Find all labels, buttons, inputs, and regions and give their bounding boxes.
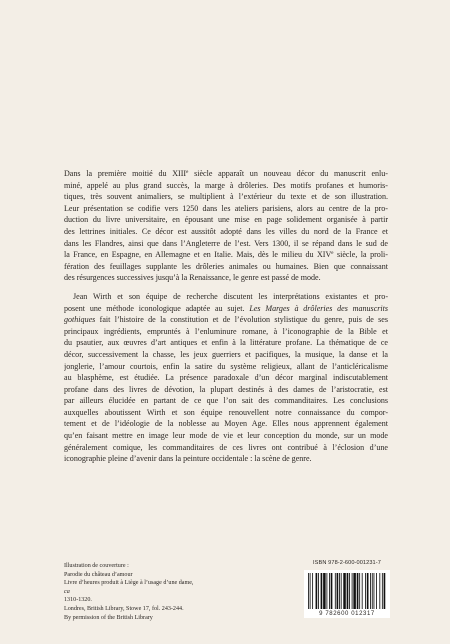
cover-illustration-credits: Illustration de couverture : Parodie du château d’amour Livre d’heures produit à Liège à l’usage d’une dame, ca 1310-1320. Londres, British Library, Stowe 17, fol. 243-244. By permission of the British Library (64, 563, 194, 621)
isbn-block (304, 560, 390, 618)
barcode-bar-11 (337, 573, 339, 609)
paragraph-2: Jean Wirth et son équipe de recherche discutent les interprétations existantes et pro- posent une méthode iconologique adaptée au sujet. Les Marges à drôleries des manuscrits gothiques fait l’histoire de la constitution et de l’évolution stylistique du genre, puis de ses principaux ingrédients, empruntés à l’enluminure romane, à l’iconographie de la Bible et du psautier, aux œuvres d’art antiques et enfin à la littérature profane. La thématique de ce décor, successivement la chasse, les jeux guerriers et pacifiques, la musique, la danse et la jonglerie, l’amour courtois, enfin la satire du système religieux, allant de l’anticléricalisme au blasphème, est étudiée. La présence paradoxale d’un décor marginal indiscutablement profane dans des livres de dévotion, la plupart destinés à des dames de l’aristocratie, est par ailleurs élucidée en partant de ce que l’on sait des commanditaires. Les conclusions auxquelles aboutissent Wirth et son équipe renouvellent notre connaissance du compor- tement et de l’idéologie de la noblesse au Moyen Age. Elles nous apprennent également qu’en faisant mettre en image leur mode de vie et leur conception du monde, sur un mode généralement comique, les commanditaires de ces livres ont contribué à l’éclosion d’une iconographie pleine d’avenir dans la peinture occidentale : la scène de genre. (64, 291, 388, 464)
barcode-bar-22 (365, 573, 366, 609)
barcode-bar-5 (321, 573, 323, 609)
barcode-bar-4 (318, 573, 319, 609)
barcode-bar-16 (349, 573, 350, 609)
barcode-bar-19 (357, 573, 359, 609)
barcode-bar-18 (353, 573, 356, 609)
barcode-bar-10 (335, 573, 336, 609)
barcode-bar-17 (352, 573, 353, 609)
barcode-bar-27 (376, 573, 377, 609)
barcode-bar-23 (367, 573, 369, 609)
barcode-bar-21 (362, 573, 363, 609)
barcode-bar-8 (329, 573, 330, 609)
book-title: Les Marges à drôleries des manuscrits (249, 303, 388, 313)
barcode-bar-13 (341, 573, 342, 609)
barcode-bar-6 (323, 573, 326, 609)
barcode-bar-1 (310, 573, 311, 609)
barcode-bar-14 (343, 573, 346, 609)
paragraph-1: Dans la première moitié du XIIIe siècle apparaît un nouveau décor du manuscrit enlu- miné, appelé au plus grand succès, la marge à drôleries. Des motifs profanes et humoris- tiques, très souvent animaliers, se multiplient à l’extérieur du texte et de son illustration. Leur présentation se codifie vers 1250 dans les ateliers parisiens, alors au centre de la pro- duction du livre universitaire, en épousant une mise en page solidement organisée à partir des lettrines initiales. Ce décor est aussitôt adopté dans les villes du nord de la France et dans les Flandres, ainsi que dans l’Angleterre de l’est. Vers 1300, il se répand dans le sud de la France, en Espagne, en Allemagne et en Italie. Mais, dès le milieu du XIVe siècle, la proli- fération des feuillages supplante les drôleries animales ou humaines. Bien que connaissant des résurgences successives jusqu’à la Renaissance, le genre est passé de mode. (64, 169, 388, 283)
barcode-bar-2 (312, 573, 313, 609)
barcode-number: 9 782600 012317 (304, 611, 390, 618)
barcode-bar-3 (316, 573, 318, 609)
barcode-bar-28 (379, 573, 380, 609)
barcode-bar-0 (308, 573, 309, 609)
barcode-bar-15 (347, 573, 349, 609)
barcode-bar-26 (374, 573, 375, 609)
barcode-bar-9 (331, 573, 333, 609)
barcode-bars (304, 570, 390, 611)
barcode-bar-24 (370, 573, 371, 609)
barcode (304, 570, 390, 618)
barcode-bar-25 (372, 573, 373, 609)
blurb-text (64, 168, 388, 465)
barcode-bar-12 (339, 573, 340, 609)
barcode-bar-29 (382, 573, 383, 609)
barcode-bar-7 (326, 573, 327, 609)
barcode-bar-20 (359, 573, 360, 609)
barcode-bar-30 (384, 573, 386, 609)
isbn-label: ISBN 978-2-600-001231-7 (313, 560, 381, 566)
